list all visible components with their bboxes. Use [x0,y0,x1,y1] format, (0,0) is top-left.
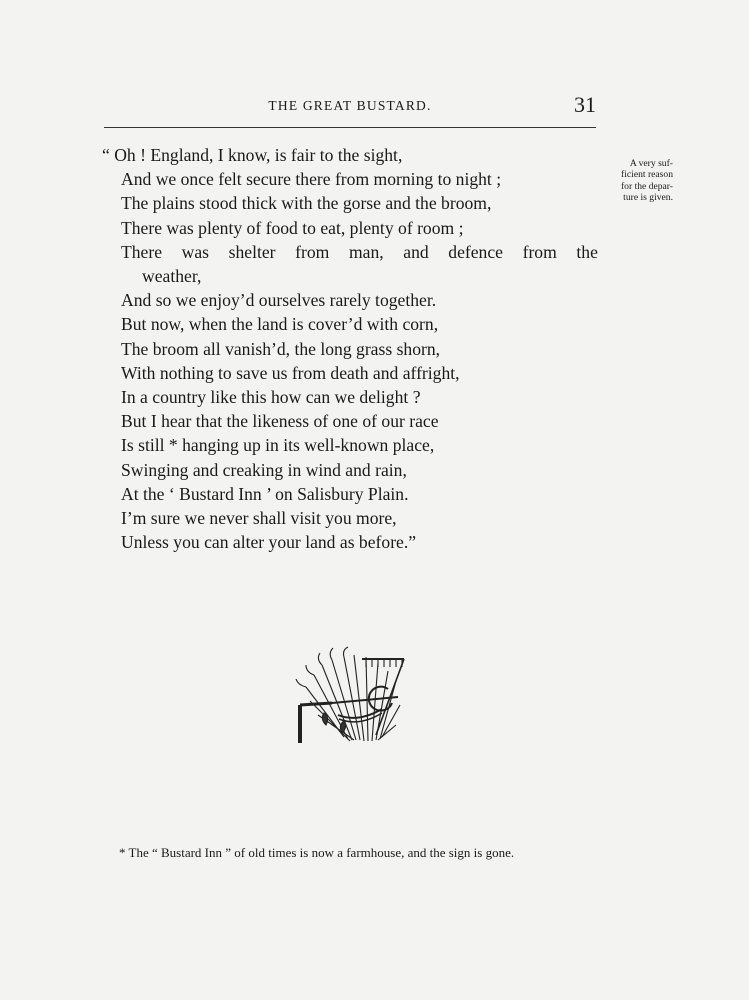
margin-note-line: A very suf- [629,158,673,169]
footnote: * The “ Bustard Inn ” of old times is now a farmhouse, and the sign is gone. [119,845,515,860]
wheat-sheaf-rake-sickle-icon [292,645,408,747]
page-header [104,92,596,122]
poem-word: defence [448,241,503,262]
page-number: 31 [574,92,596,117]
poem-line: weather, [142,266,202,287]
poem-line: And so we enjoy’d ourselves rarely together. [121,290,437,311]
margin-note-line: for the depar- [620,180,673,192]
poem-word: from [295,241,330,262]
poem-word: shelter [228,241,276,262]
poem-line: In a country like this how can we delight ? [121,387,421,408]
margin-note-line: ture is given. [623,192,673,204]
poem-line: Swinging and creaking in wind and rain, [121,459,407,480]
poem-word: the [576,241,598,262]
poem-line: But I hear that the likeness of one of our race [121,411,439,432]
poem [102,143,602,554]
poem-line-justified [102,240,598,264]
poem-line: At the ‘ Bustard Inn ’ on Salisbury Plain. [121,483,409,504]
poem-word: from [522,241,557,262]
margin-note-line: ficient reason [621,169,673,181]
poem-line: Is still * hanging up in its well-known place, [121,435,435,456]
poem-word: There [121,241,163,262]
poem-line: “ Oh ! England, I know, is fair to the sight, [102,145,403,165]
poem-line: And we once felt secure there from morning to night ; [121,169,502,190]
poem-line: With nothing to save us from death and affright, [121,362,460,383]
poem-line: But now, when the land is cover’d with corn, [121,314,439,335]
poem-line: The broom all vanish’d, the long grass shorn, [121,338,441,359]
poem-line: There was plenty of food to eat, plenty of room ; [121,217,464,238]
poem-word: man, [348,241,384,262]
poem-line: The plains stood thick with the gorse and the broom, [121,193,492,214]
poem-line: I’m sure we never shall visit you more, [121,508,397,529]
header-rule [104,127,596,128]
poem-word: and [403,241,429,262]
margin-note [605,158,673,204]
poem-word: was [181,241,210,262]
poem-line: Unless you can alter your land as before.” [121,532,417,553]
running-title: THE GREAT BUSTARD. [268,98,432,113]
